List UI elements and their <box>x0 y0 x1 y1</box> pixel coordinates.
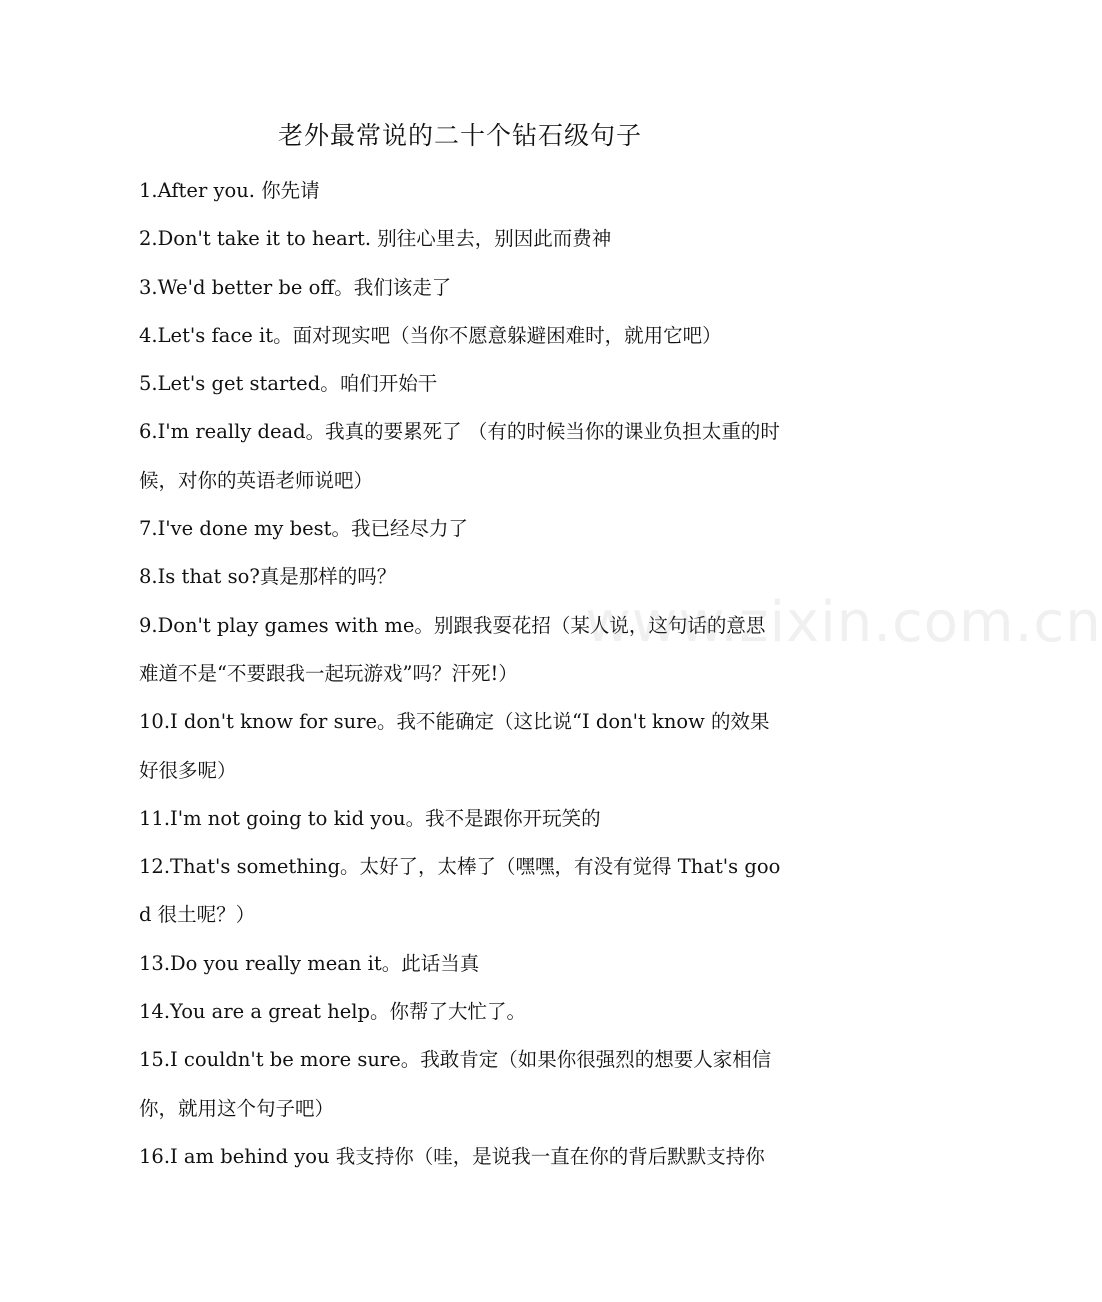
list-item: 12.That's something。太好了，太棒了（嘿嘿，有没有觉得 That's good 很土呢？） <box>139 855 781 927</box>
list-item: 4.Let's face it。面对现实吧（当你不愿意躲避困难时，就用它吧） <box>139 323 722 347</box>
list-item: 2.Don't take it to heart. 别往心里去，别因此而费神 <box>139 227 612 251</box>
sentence-list <box>139 167 784 1181</box>
list-item: 10.I don't know for sure。我不能确定（这比说“I don't know 的效果好很多呢） <box>139 710 770 782</box>
list-item: 7.I've done my best。我已经尽力了 <box>139 517 469 541</box>
list-item: 11.I'm not going to kid you。我不是跟你开玩笑的 <box>139 806 601 830</box>
list-item: 15.I couldn't be more sure。我敢肯定（如果你很强烈的想要人家相信你，就用这个句子吧） <box>139 1048 772 1120</box>
watermark: www.zixin.com.cn <box>585 590 1102 655</box>
list-item: 16.I am behind you 我支持你（哇，是说我一直在你的背后默默支持你 <box>139 1144 765 1168</box>
list-item: 3.We'd better be off。我们该走了 <box>139 275 452 299</box>
list-item: 1.After you. 你先请 <box>139 179 320 202</box>
document-title: 老外最常说的二十个钻石级句子 <box>277 121 642 150</box>
list-item: 6.I'm really dead。我真的要累死了 （有的时候当你的课业负担太重的时候，对你的英语老师说吧） <box>139 420 780 492</box>
list-item: 13.Do you really mean it。此话当真 <box>139 951 480 975</box>
list-item: 9.Don't play games with me。别跟我耍花招（某人说，这句话的意思难道不是“不要跟我一起玩游戏”吗？汗死!） <box>139 613 766 685</box>
list-item: 14.You are a great help。你帮了大忙了。 <box>139 1000 527 1024</box>
list-item: 5.Let's get started。咱们开始干 <box>139 372 438 396</box>
list-item: 8.Is that so?真是那样的吗？ <box>139 565 397 589</box>
